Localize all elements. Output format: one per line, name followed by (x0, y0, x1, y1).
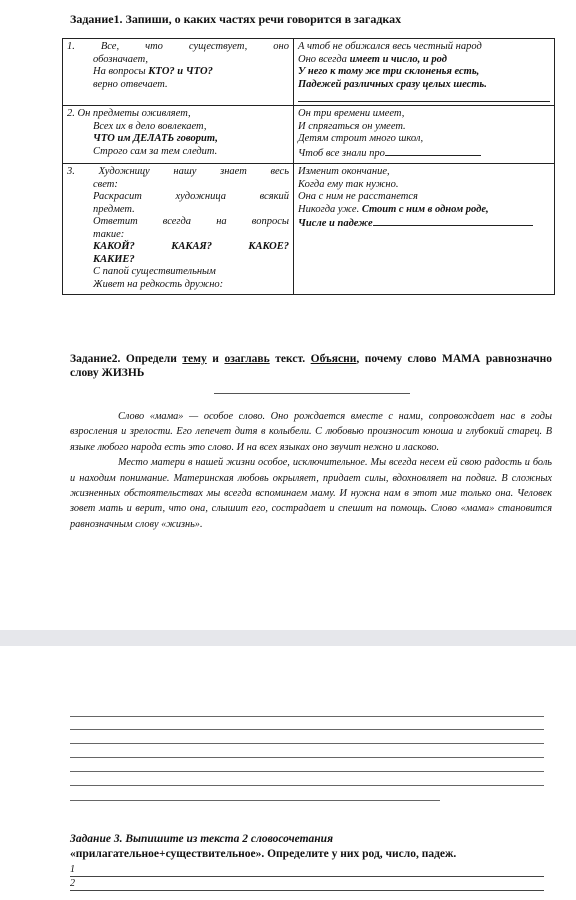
answer-line (70, 743, 544, 744)
riddle-cell-1-continued (294, 39, 555, 106)
table-row (63, 39, 555, 106)
riddle-line (298, 146, 550, 161)
answer-line (298, 93, 550, 102)
riddle-line: свет: (93, 178, 118, 190)
riddles-table (62, 38, 555, 295)
riddle-line: КАКОЙ? КАКАЯ? КАКОЕ? (93, 241, 289, 252)
table-row (63, 106, 555, 164)
riddle-text: Чтоб все знали про (298, 147, 385, 159)
riddle-line: А чтоб не обижался весь честный народ (298, 41, 482, 52)
worksheet-page-2 (0, 646, 576, 900)
task2-keyword: Объясни (310, 353, 357, 365)
task2-text: и (206, 353, 225, 365)
page-separator (0, 630, 576, 646)
task3-title (70, 832, 552, 862)
riddle-line: КАКИЕ? (93, 253, 135, 265)
riddle-line: 2. Он предметы оживляет, (67, 108, 191, 119)
riddle-line: И спрягаться он умеет. (298, 120, 406, 132)
riddle-line: Детям строит много школ, (298, 133, 424, 144)
riddle-line: Оно всегда имеет и число, и род (298, 53, 447, 65)
riddle-cell-1 (63, 39, 294, 106)
riddle-line: предмет. (93, 203, 135, 215)
table-row (63, 164, 555, 295)
answer-line-1 (70, 864, 544, 877)
title-answer-line (214, 393, 410, 394)
riddle-line: Падежей различных сразу целых шесть. (298, 78, 487, 90)
riddle-line: такие: (93, 228, 125, 240)
answer-number: 2 (70, 878, 75, 889)
riddle-line: ЧТО им ДЕЛАТЬ говорит, (93, 133, 218, 144)
riddle-line: обозначает, (93, 53, 149, 65)
task2-keyword: озаглавь (224, 353, 270, 365)
task2-text: Задание2. Определи (70, 353, 183, 365)
riddle-line: 1. Все, что существует, оно (67, 41, 289, 52)
riddle-line: верно отвечает. (93, 78, 168, 90)
riddle-line: У него к тому же три склоненья есть, (298, 66, 480, 77)
riddle-line: Изменит окончание, (298, 166, 390, 177)
answer-blank (385, 146, 481, 156)
answer-line (70, 729, 544, 730)
riddle-text: Числе и падеже (298, 218, 373, 229)
riddle-line: Раскрасит художница всякий (93, 191, 289, 202)
task2-text: , почему слово МАМА равнозначно слову ЖИЗНЬ (70, 353, 552, 379)
answer-line-2 (70, 878, 544, 891)
text-paragraph: Место матери в нашей жизни особое, исключительное. Мы всегда несем ей свою радость и боль и находим понимание. Материнская любовь окрыляет, придает силы, вдохновляет на подвиг. В сложных жизненных обстоятельствах мы всегда вспоминаем маму. И нужна нам в этот миг только она. Человек зовет мать и верит, что она, слышит его, сострадает и спешит на помощь. Слово «мама» становится равнозначным слову «жизнь». (70, 457, 552, 530)
task2-title (70, 352, 552, 380)
task3-line: «прилагательное+существительное». Определите у них род, число, падеж. (70, 848, 457, 860)
riddle-line: Всех их в дело вовлекает, (93, 120, 207, 132)
task2-keyword: тему (182, 353, 207, 365)
answer-blank (373, 216, 533, 226)
answer-number: 1 (70, 864, 75, 875)
riddle-line: Строго сам за тем следит. (93, 145, 218, 157)
answer-line (70, 800, 440, 801)
answer-line (70, 785, 544, 786)
text-paragraph: Слово «мама» — особое слово. Оно рождается вместе с нами, сопровождает нас в годы взросления и зрелости. Его лепечет дитя в колыбели. С любовью произносит юноша и глубокий старец. В языке любого народа есть это слово. И на всех языках оно звучит нежно и ласково. (70, 411, 552, 453)
riddle-cell-2-continued (294, 106, 555, 164)
riddle-line: Живет на редкость дружно: (93, 278, 224, 290)
answer-line (70, 716, 544, 717)
task2-text: текст. (269, 353, 311, 365)
answer-line (70, 757, 544, 758)
riddle-line: Никогда уже. Стоит с ним в одном роде, (298, 203, 489, 215)
riddle-line: Когда ему так нужно. (298, 178, 399, 190)
riddle-line: Она с ним не расстанется (298, 191, 418, 202)
answer-line (70, 771, 544, 772)
task1-title: Задание1. Запиши, о каких частях речи говорится в загадках (70, 12, 402, 26)
riddle-line: На вопросы КТО? и ЧТО? (93, 66, 213, 77)
riddle-cell-2 (63, 106, 294, 164)
riddle-line: Он три времени имеет, (298, 108, 405, 119)
reading-text (70, 409, 552, 532)
riddle-line (298, 216, 550, 231)
riddle-cell-3 (63, 164, 294, 295)
riddle-cell-3-continued (294, 164, 555, 295)
task3-line: Задание 3. Выпишите из текста 2 словосочетания (70, 833, 334, 845)
riddle-line: Ответит всегда на вопросы (93, 216, 289, 227)
riddle-line: 3. Художницу нашу знает весь (67, 166, 289, 177)
riddle-line: С папой существительным (93, 266, 216, 277)
